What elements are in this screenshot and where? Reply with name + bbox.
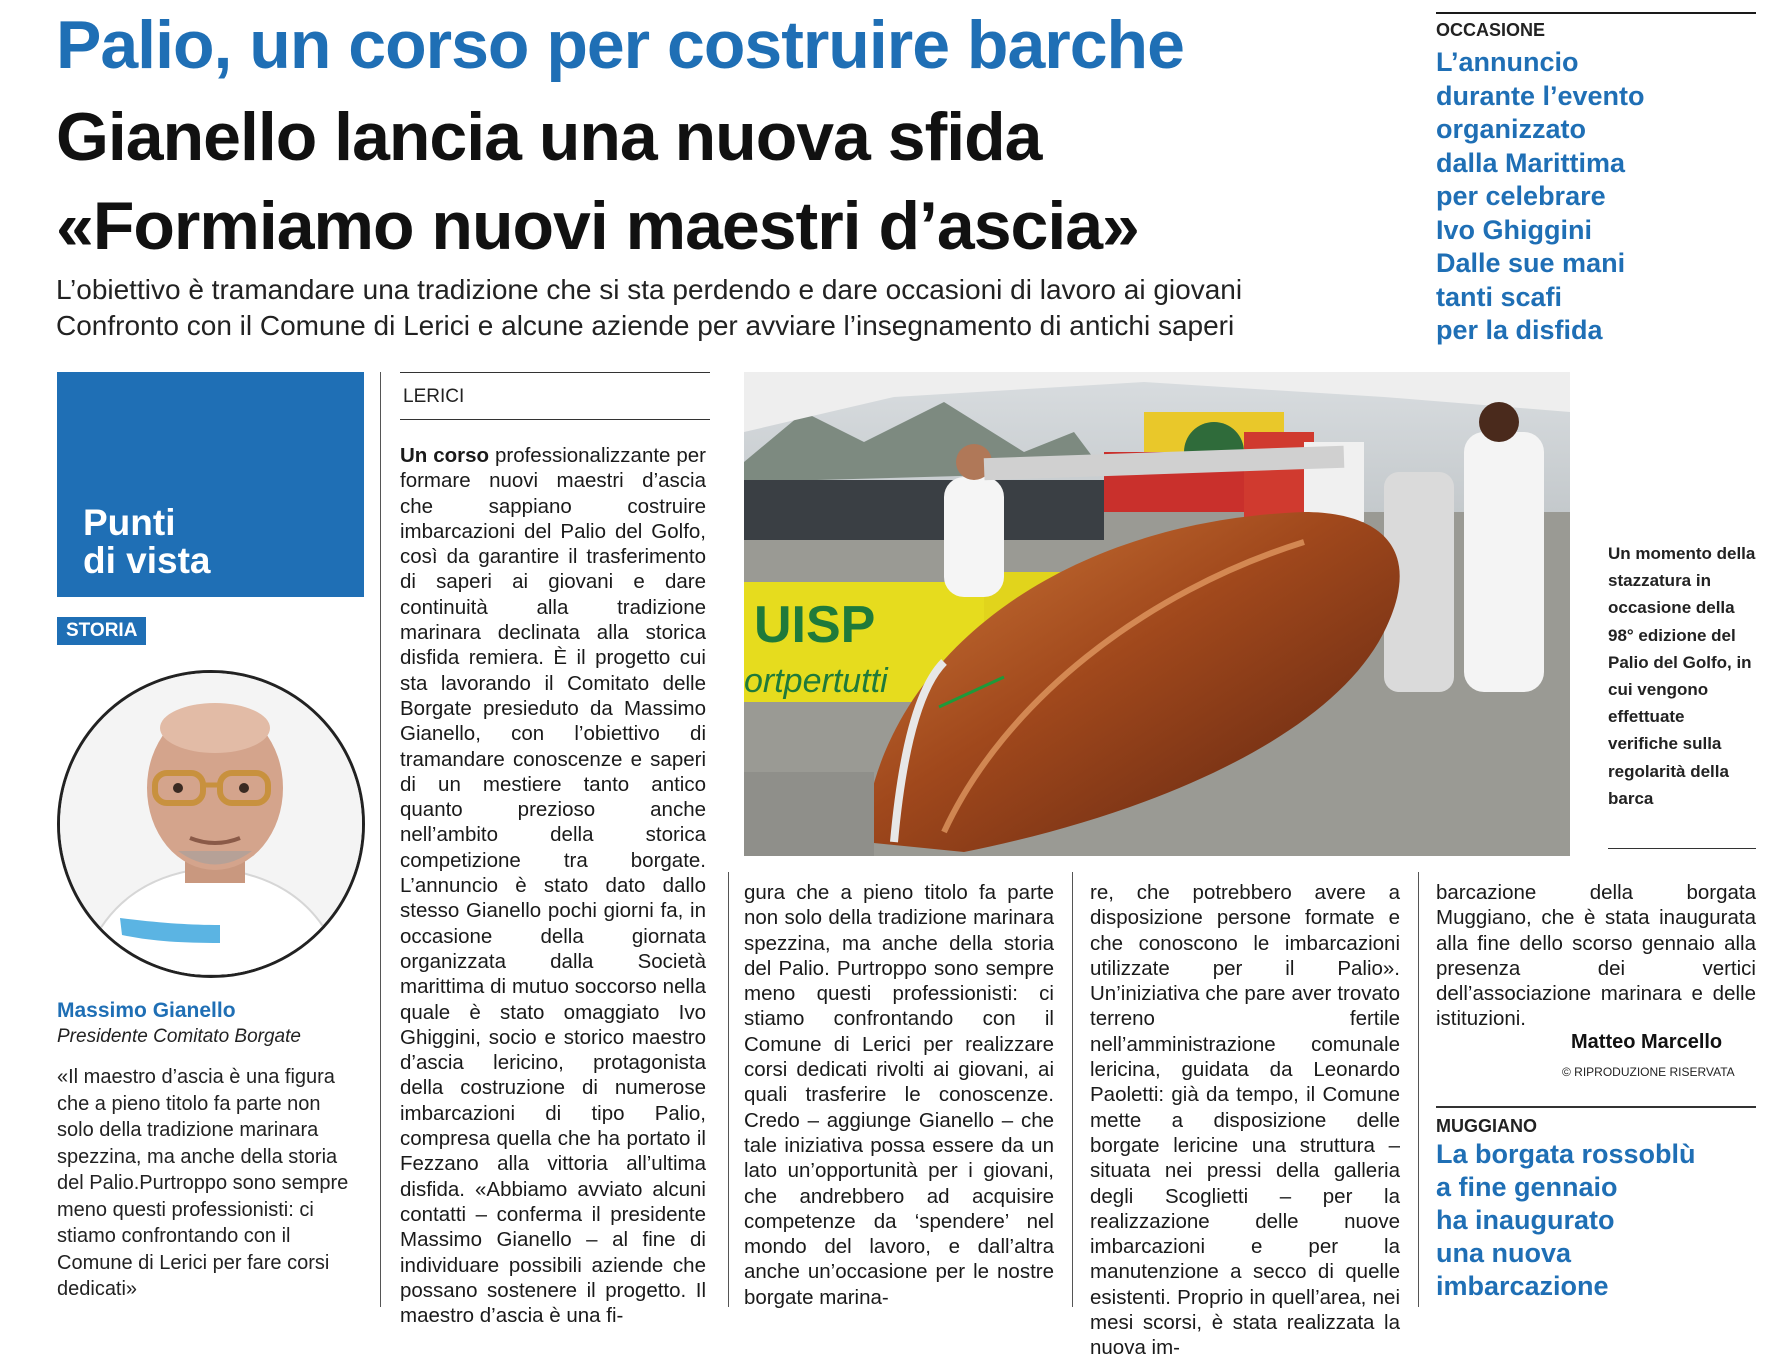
teaser-line: dalla Marittima [1436,147,1626,178]
rights-notice: © RIPRODUZIONE RISERVATA [1562,1065,1735,1079]
col4-text: barcazione della borgata Muggiano, che è stata inaugurata alla fine dello scorso gennaio alla presenza dei vertici dell’associazione marinara e delle istituzioni. [1436,881,1756,1031]
banner-sportpertutti: ortpertutti [744,662,888,700]
teaser-line: per celebrare [1436,181,1606,211]
portrait-illustration [60,673,362,975]
col2-text: gura che a pieno titolo fa parte non solo della tradizione marinara spezzina, ma anche della storia del Palio. Purtroppo sono sempre meno questi professionisti: ci stiamo confrontando con il Comune di Lerici per realizzare corsi dedicati rivolti ai giovani, ai quali trasferire le conoscenze. Credo – aggiunge Gianello – che tale iniziativa possa essere da un lato un’opportunità per i giovani, che andrebbero ad acquisire competenze da ‘spendere’ nel mondo del lavoro, e dall’altra anche un’occasione per le nostre borgate marina- [744,881,1054,1309]
person-quote: «Il maestro d’ascia è una figura che a pieno titolo fa parte non solo della tradizione marinara spezzina, ma anche della storia del Palio.Purtroppo sono sempre meno questi professionisti: ci stiamo confrontando con il Comune di Lerici per fare corsi dedicati» [57,1066,349,1300]
boat-photo [744,372,1570,856]
col3-text: re, che potrebbero avere a disposizione persone formate e che conoscono le imbarcazioni utilizzate per il Palio». Un’iniziativa che pare aver trovato terreno fertile nell’amministrazione comunale lericina, guidata da Leonardo Paoletti: già da tempo, il Comune mette a disposizione delle borgate lericine una struttura – situata nei pressi della galleria degli Scoglietti – per la realizzazione delle nuove imbarcazioni e per la manutenzione a secco di quelle esistenti. Proprio in quell’area, nei mesi scorsi, è stata realizzata la nuova im- [1090,881,1400,1360]
column-divider [380,372,381,1307]
sidebar-top-rule [1436,12,1756,14]
sidebar-top-label: OCCASIONE [1436,20,1546,40]
subheadline-line-2: Confronto con il Comune di Lerici e alcune aziende per avviare l’insegnamento di antichi saperi [56,310,1235,341]
teaser-line: tanti scafi [1436,281,1563,312]
dateline-rule [400,372,710,373]
box-line-2: di vista [83,540,211,581]
sidebar-bottom-label: MUGGIANO [1436,1116,1537,1136]
punti-di-vista-title [83,504,211,580]
person-role: Presidente Comitato Borgate [57,1026,301,1047]
boat-photo-illustration [744,372,1570,856]
teaser-line: organizzato [1436,114,1587,144]
teaser-line: Ivo Ghiggini [1436,214,1592,245]
subheadline-line-1: L’obiettivo è tramandare una tradizione che si sta perdendo e dare occasioni di lavoro ai giovani [56,274,1243,305]
article-column-3 [1090,880,1400,1361]
dateline: LERICI [403,386,465,407]
headline-line-3: «Formiamo nuovi maestri d’ascia» [56,188,1139,264]
teaser-line: Dalle sue mani [1436,248,1626,278]
caption-rule [1608,848,1756,849]
teaser-line: ha inaugurato [1436,1205,1615,1235]
headline-line-2: Gianello lancia una nuova sfida [56,99,1042,175]
article-column-1 [400,443,706,1328]
teaser-line: L’annuncio [1436,47,1579,77]
column-divider [1072,872,1073,1307]
photo-caption: Un momento della stazzatura in occasione della 98° edizione del Palio del Golfo, in cui vengono effettuate verifiche sulla regolarità della barca [1608,544,1756,808]
teaser-line: una nuova [1436,1238,1572,1268]
storia-tag: STORIA [57,617,146,645]
teaser-line: per la disfida [1436,315,1603,345]
col1-text: professionalizzante per formare nuovi maestri d’ascia che sappiano costruire imbarcazioni del Palio del Golfo, così da garantire il trasferimento di saperi ai giovani e dare continuità alla tradizione marinara declinata alla storica disfida remiera. È il progetto cui sta lavorando il Comitato delle Borgate presieduto da Massimo Gianello, con l’obiettivo di tramandare conoscenze e saperi di un mestiere tanto antico quanto prezioso anche nell’ambito della storica competizione tra borgate. L’annuncio è stato dato dallo stesso Gianello pochi giorni fa, in occasione della giornata organizzata dalla Società marittima di mutuo soccorso nella quale è stato omaggiato Ivo Ghiggini, socio e storico maestro d’ascia lericino, protagonista della costruzione di numerose imbarcazioni di tipo Palio, compresa quella che ha portato il Fezzano alla vittoria all’ultima disfida. «Abbiamo avviato alcuni contatti – conferma il presidente Massimo Gianello – al fine di individuare possibili aziende che possano sostenere il progetto. Il maestro d’ascia è una fi- [400,444,706,1328]
teaser-line: La borgata rossoblù [1436,1139,1696,1169]
portrait-photo [57,670,365,978]
lead-bold: Un corso [400,444,490,467]
sidebar-bottom-rule [1436,1106,1756,1108]
article-column-2 [744,880,1054,1310]
box-line-1: Punti [83,502,176,543]
teaser-line: a fine gennaio [1436,1172,1618,1202]
headline-line-1: Palio, un corso per costruire barche [56,7,1184,83]
person-name: Massimo Gianello [57,999,236,1022]
byline: Matteo Marcello [1571,1031,1723,1053]
sidebar-bottom-teaser [1436,1138,1756,1303]
column-divider [1418,872,1419,1307]
teaser-line: durante l’evento [1436,80,1645,111]
sidebar-top-teaser [1436,46,1756,348]
column-divider [728,872,729,1307]
banner-uisp: UISP [754,596,876,654]
teaser-line: imbarcazione [1436,1271,1609,1301]
dateline-rule-bottom [400,419,710,420]
article-column-4 [1436,880,1756,1032]
